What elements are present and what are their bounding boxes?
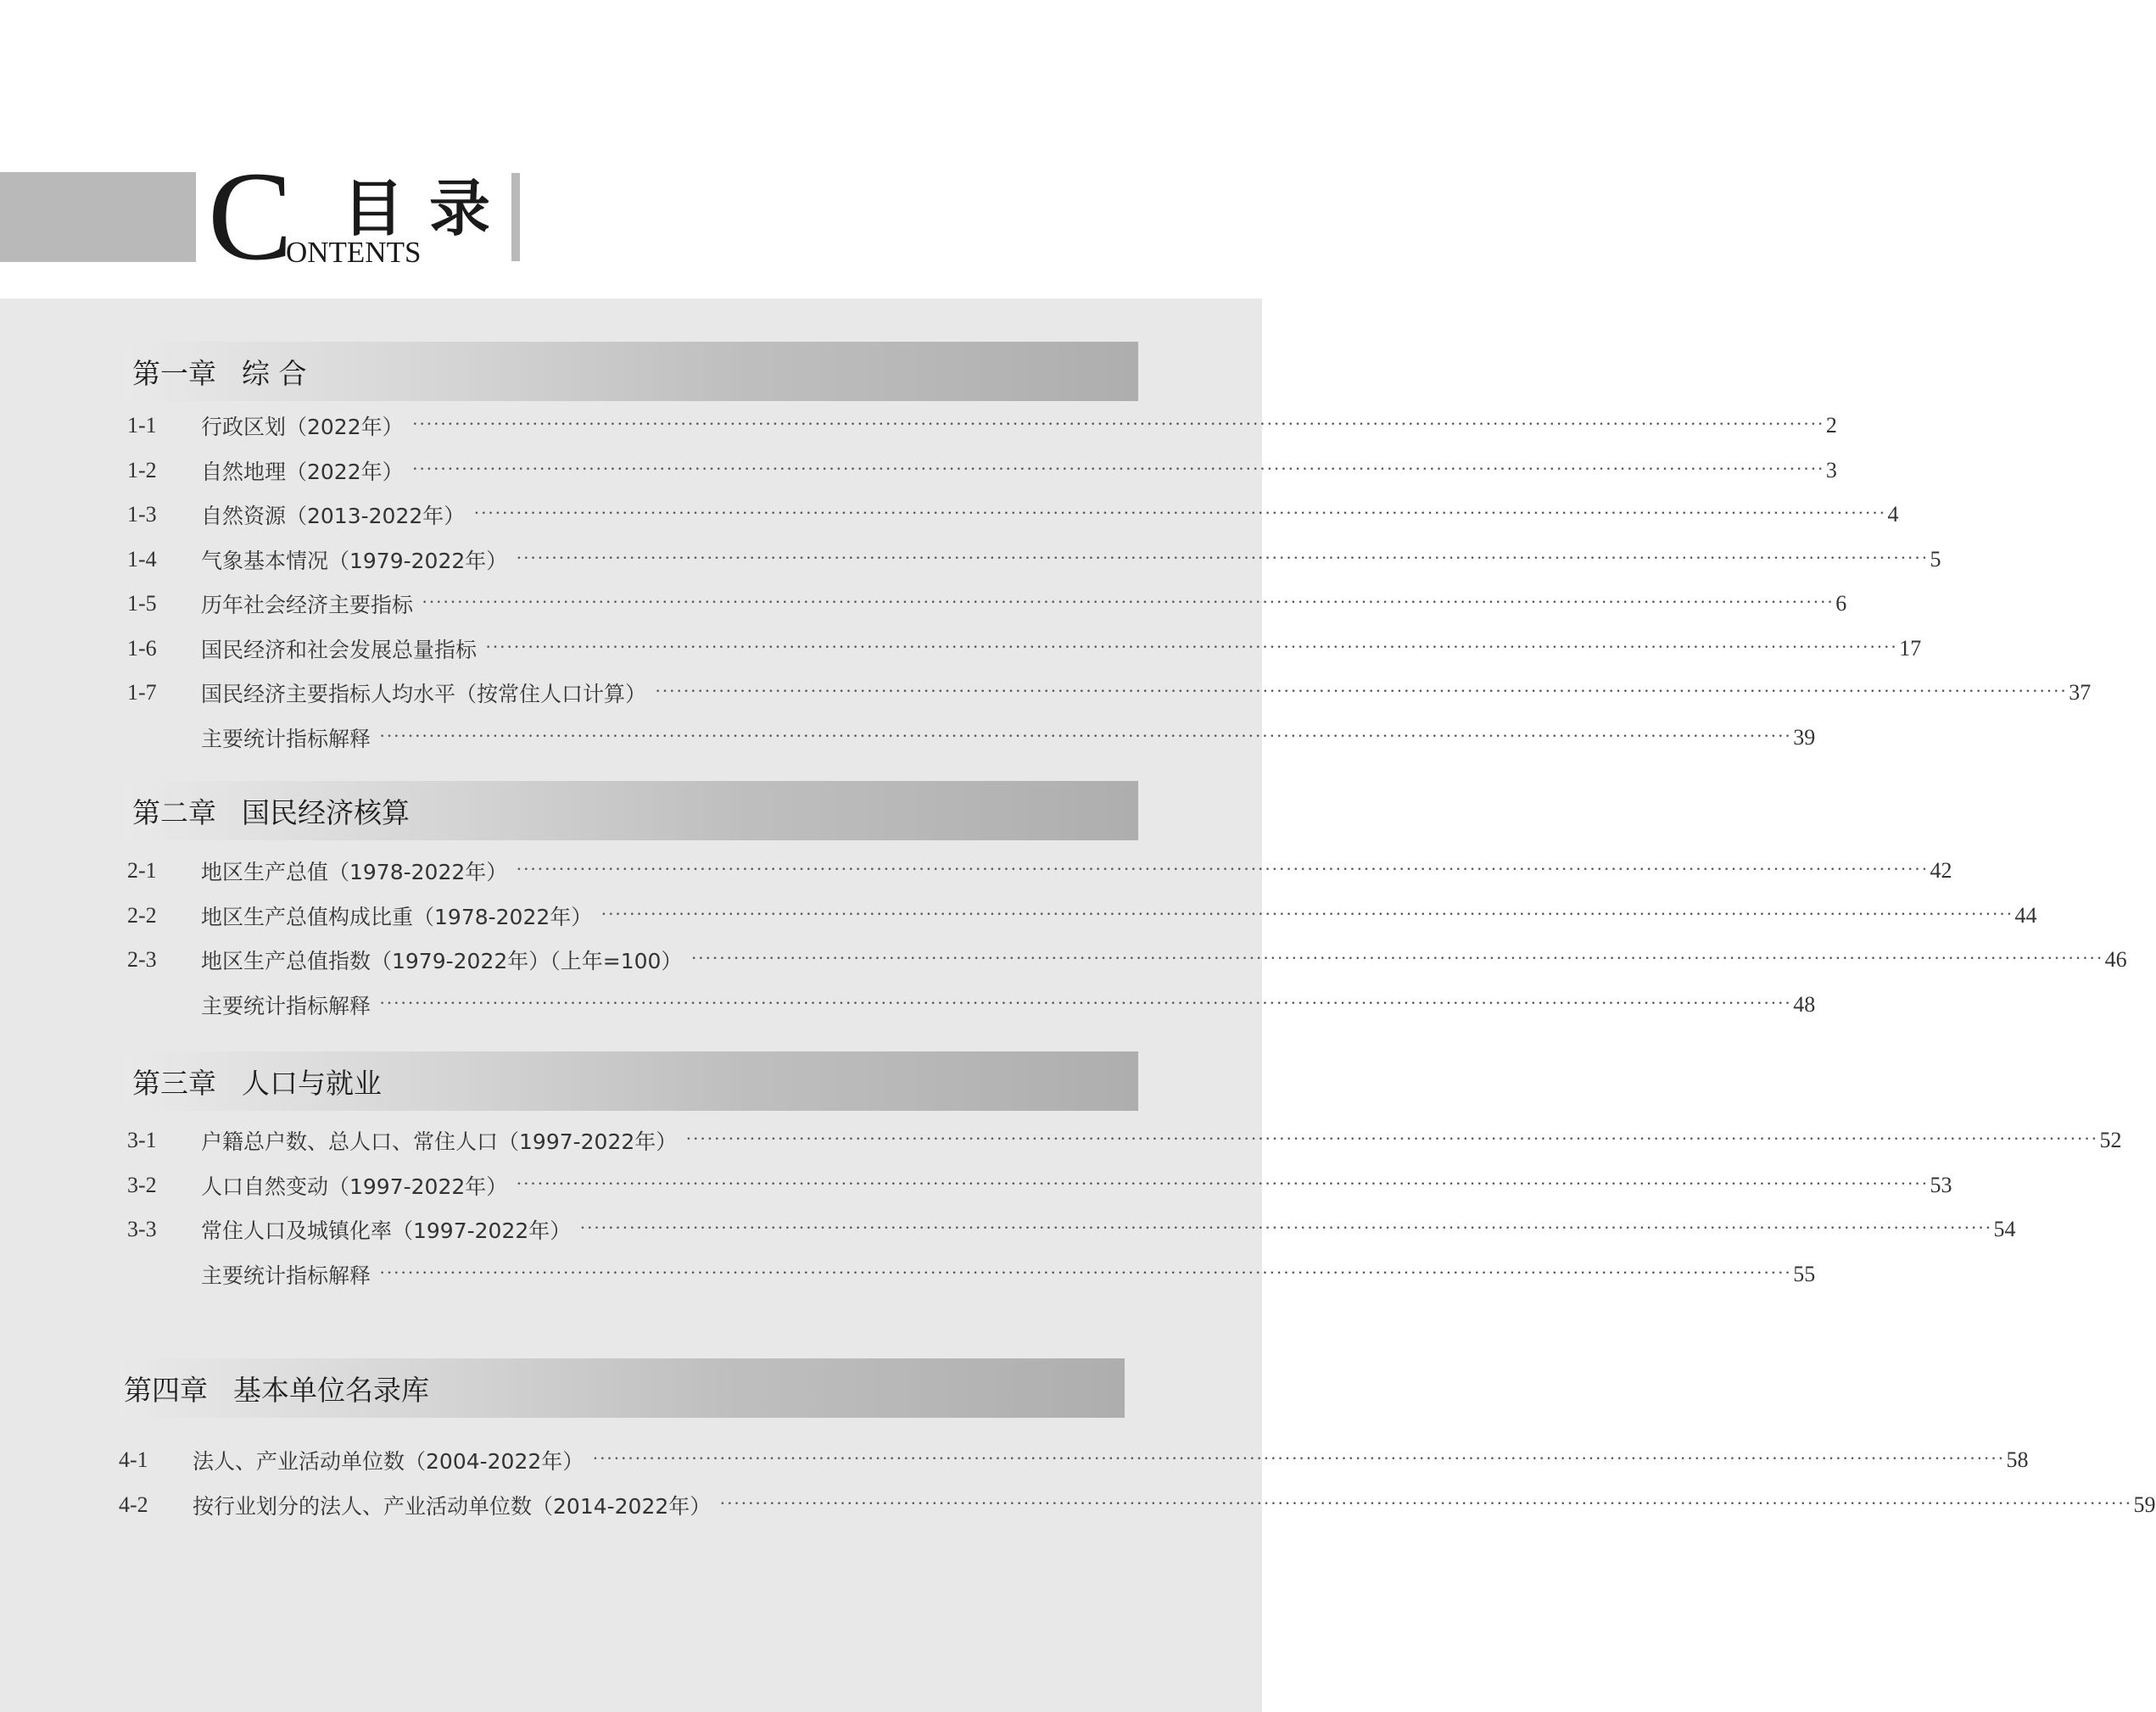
entry-page: 58 <box>2006 1447 2029 1473</box>
entry-title: 国民经济和社会发展总量指标 <box>201 637 478 662</box>
toc-entry[interactable] <box>127 671 2092 716</box>
entry-page: 52 <box>2099 1128 2122 1153</box>
chapter-number: 第三章 <box>132 1066 216 1100</box>
dot-leader: ········································································································································································································ <box>485 635 1898 657</box>
dot-leader: ········································································································································································································ <box>655 680 2068 702</box>
chapter-title: 国民经济核算 <box>242 795 410 829</box>
entry-page: 42 <box>1930 858 1952 884</box>
chapter-heading <box>127 1051 1138 1111</box>
entry-page: 55 <box>1793 1261 1816 1286</box>
chapter-heading <box>119 1358 1125 1418</box>
entry-title: 地区生产总值指数（1979-2022年）（上年=100） <box>201 949 683 974</box>
toc-entry[interactable] <box>127 1207 2016 1252</box>
entry-page: 54 <box>1993 1217 2016 1242</box>
toc-entry[interactable] <box>127 716 1816 761</box>
entry-title: 地区生产总值（1978-2022年） <box>201 860 508 885</box>
chapter-heading <box>127 342 1138 401</box>
chapter-3 <box>127 1051 2122 1297</box>
toc-entry[interactable] <box>127 1252 1816 1297</box>
entry-page: 46 <box>2104 947 2127 973</box>
dot-leader: ········································································································································································································ <box>690 947 2103 969</box>
entry-title: 主要统计指标解释 <box>201 1263 371 1288</box>
contents-logo-letter: C <box>208 146 293 287</box>
entry-code: 1-7 <box>127 680 157 705</box>
toc-list <box>127 849 2127 1027</box>
chapter-number: 第二章 <box>132 795 216 829</box>
chapter-2 <box>127 781 2127 1027</box>
toc-list <box>127 1118 2122 1297</box>
entry-title: 法人、产业活动单位数（2004-2022年） <box>193 1449 584 1475</box>
entry-code: 3-3 <box>127 1217 157 1242</box>
entry-title: 行政区划（2022年） <box>201 415 404 440</box>
entry-code: 2-1 <box>127 858 157 884</box>
entry-code: 3-1 <box>127 1128 157 1153</box>
toc-entry[interactable] <box>127 938 2127 983</box>
entry-title: 自然资源（2013-2022年） <box>201 504 466 529</box>
entry-page: 44 <box>2014 902 2037 928</box>
entry-code: 1-4 <box>127 546 157 572</box>
toc-entry[interactable] <box>127 1163 1952 1208</box>
toc-entry[interactable] <box>127 983 1816 1028</box>
toc-entry[interactable] <box>127 582 1847 627</box>
chapter-heading <box>127 781 1138 840</box>
entry-page: 4 <box>1887 502 1899 527</box>
toc-entry[interactable] <box>127 538 1941 583</box>
dot-leader: ········································································································································································································ <box>422 591 1835 613</box>
dot-leader: ········································································································································································································ <box>379 991 1792 1013</box>
entry-code: 1-5 <box>127 591 157 616</box>
contents-title-en: ONTENTS <box>286 236 422 269</box>
entry-code: 4-2 <box>119 1492 148 1517</box>
entry-code: 4-1 <box>119 1447 148 1473</box>
header-gray-bar <box>0 172 196 262</box>
entry-code: 2-3 <box>127 947 157 973</box>
entry-title: 地区生产总值构成比重（1978-2022年） <box>201 904 593 929</box>
chapter-title: 人口与就业 <box>242 1066 382 1100</box>
entry-title: 主要统计指标解释 <box>201 726 371 751</box>
chapter-number: 第四章 <box>124 1373 208 1407</box>
entry-code: 1-3 <box>127 502 157 527</box>
entry-code: 2-2 <box>127 902 157 928</box>
entry-title: 常住人口及城镇化率（1997-2022年） <box>201 1218 572 1244</box>
toc-entry[interactable] <box>127 894 2037 939</box>
dot-leader: ········································································································································································································ <box>379 724 1792 746</box>
toc-entry[interactable] <box>127 404 1837 449</box>
dot-leader: ········································································································································································································ <box>379 1261 1792 1283</box>
toc-entry[interactable] <box>127 449 1837 494</box>
entry-page: 3 <box>1825 457 1837 482</box>
chapter-number: 第一章 <box>132 356 216 390</box>
entry-title: 自然地理（2022年） <box>201 459 404 484</box>
chapter-title: 基本单位名录库 <box>233 1373 429 1407</box>
toc-entry[interactable] <box>119 1438 2029 1483</box>
toc-list <box>119 1438 2156 1527</box>
toc-entry[interactable] <box>127 1118 2122 1163</box>
entry-title: 气象基本情况（1979-2022年） <box>201 548 508 573</box>
entry-page: 5 <box>1930 546 1941 572</box>
entry-title: 人口自然变动（1997-2022年） <box>201 1174 508 1199</box>
entry-title: 主要统计指标解释 <box>201 993 371 1018</box>
dot-leader: ········································································································································································································ <box>516 546 1929 568</box>
contents-title-cn: 目录 <box>343 172 517 244</box>
dot-leader: ········································································································································································································ <box>516 858 1929 880</box>
entry-title: 国民经济主要指标人均水平（按常住人口计算） <box>201 682 647 707</box>
entry-page: 59 <box>2133 1492 2156 1517</box>
dot-leader: ········································································································································································································ <box>473 502 1886 524</box>
toc-list <box>127 404 2092 760</box>
toc-entry[interactable] <box>127 493 1899 538</box>
entry-page: 17 <box>1899 635 1922 661</box>
entry-code: 1-1 <box>127 413 157 438</box>
entry-page: 53 <box>1930 1172 1952 1197</box>
toc-entry[interactable] <box>127 849 1952 894</box>
entry-page: 48 <box>1793 991 1816 1017</box>
entry-title: 按行业划分的法人、产业活动单位数（2014-2022年） <box>193 1493 712 1519</box>
dot-leader: ········································································································································································································ <box>411 457 1824 479</box>
dot-leader: ········································································································································································································ <box>592 1447 2005 1469</box>
entry-page: 39 <box>1793 724 1816 750</box>
dot-leader: ········································································································································································································ <box>719 1492 2132 1514</box>
toc-entry[interactable] <box>119 1483 2156 1528</box>
entry-title: 历年社会经济主要指标 <box>201 593 414 618</box>
toc-entry[interactable] <box>127 627 1922 672</box>
entry-code: 1-2 <box>127 457 157 482</box>
chapter-4 <box>119 1358 2156 1527</box>
chapter-1 <box>127 342 2092 760</box>
entry-title: 户籍总户数、总人口、常住人口（1997-2022年） <box>201 1129 678 1155</box>
dot-leader: ········································································································································································································ <box>516 1172 1929 1194</box>
dot-leader: ········································································································································································································ <box>685 1128 2098 1150</box>
entry-page: 6 <box>1835 591 1847 616</box>
entry-page: 2 <box>1825 413 1837 438</box>
dot-leader: ········································································································································································································ <box>411 413 1824 435</box>
dot-leader: ········································································································································································································ <box>600 902 2014 924</box>
dot-leader: ········································································································································································································ <box>579 1217 1992 1239</box>
entry-code: 3-2 <box>127 1172 157 1197</box>
chapter-title: 综 合 <box>242 356 307 390</box>
entry-page: 37 <box>2069 680 2092 705</box>
entry-code: 1-6 <box>127 635 157 661</box>
